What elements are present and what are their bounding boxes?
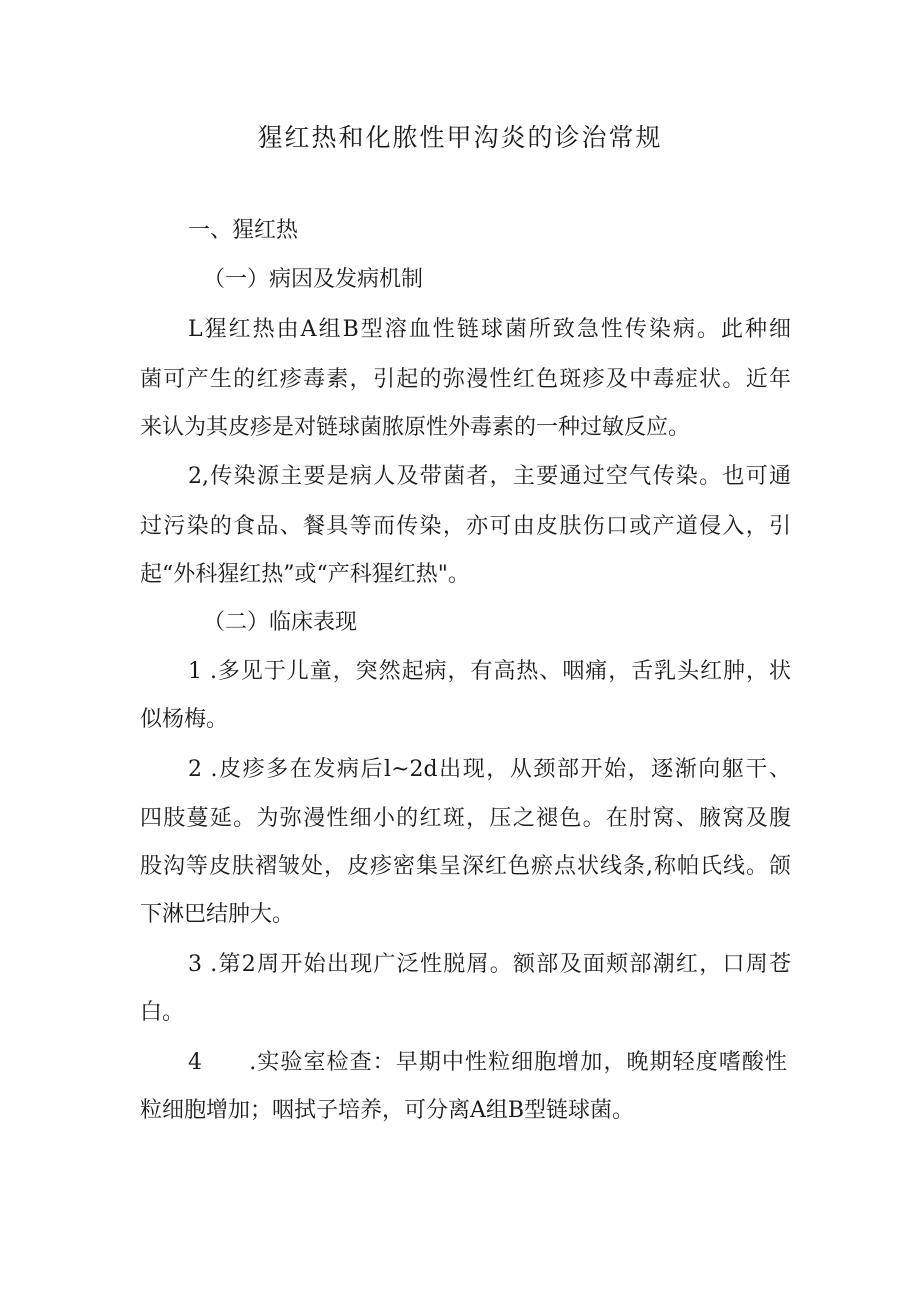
- subsection-heading: （二）临床表现: [203, 610, 358, 635]
- document-title: 猩红热和化脓性甲沟炎的诊治常规: [257, 123, 663, 152]
- paragraph-line: 下淋巴结肿大。: [140, 902, 295, 927]
- paragraph-line: 起“外科猩红热”或“产科猩红热"。: [140, 562, 470, 587]
- subsection-heading: （一）病因及发病机制: [203, 267, 424, 292]
- paragraph-line: 2 .皮疹多在发病后l~2d出现，从颈部开始，逐渐向躯干、: [188, 757, 791, 782]
- paragraph-line: 3 .第2周开始出现广泛性脱屑。额部及面颊部潮红，口周苍: [188, 952, 791, 977]
- paragraph-line: 似杨梅。: [140, 707, 229, 732]
- paragraph-line: 菌可产生的红疹毒素，引起的弥漫性红色斑疹及中毒症状。近年: [140, 367, 791, 392]
- paragraph-line: 2,传染源主要是病人及带菌者，主要通过空气传染。也可通: [188, 464, 791, 489]
- paragraph-line: 四肢蔓延。为弥漫性细小的红斑，压之褪色。在肘窝、腋窝及腹: [140, 806, 791, 831]
- paragraph-line: L猩红热由A组B型溶血性链球菌所致急性传染病。此种细: [188, 317, 791, 342]
- paragraph-line: 1 .多见于儿童，突然起病，有高热、咽痛，舌乳头红肿，状: [188, 659, 791, 684]
- section-heading: 一、猩红热: [188, 218, 299, 243]
- paragraph-line: 白。: [140, 1000, 185, 1025]
- paragraph-line: 来认为其皮疹是对链球菌脓原性外毒素的一种过敏反应。: [140, 415, 691, 440]
- paragraph-line: 4 .实验室检查：早期中性粒细胞增加，晚期轻度嗜酸性: [188, 1050, 787, 1075]
- paragraph-line: 过污染的食品、餐具等而传染，亦可由皮肤伤口或产道侵入，引: [140, 514, 791, 539]
- paragraph-line: 股沟等皮肤褶皱处，皮疹密集呈深红色瘀点状线条,称帕氏线。颌: [140, 854, 791, 879]
- paragraph-line: 粒细胞增加；咽拭子培养，可分离A组B型链球菌。: [140, 1098, 635, 1123]
